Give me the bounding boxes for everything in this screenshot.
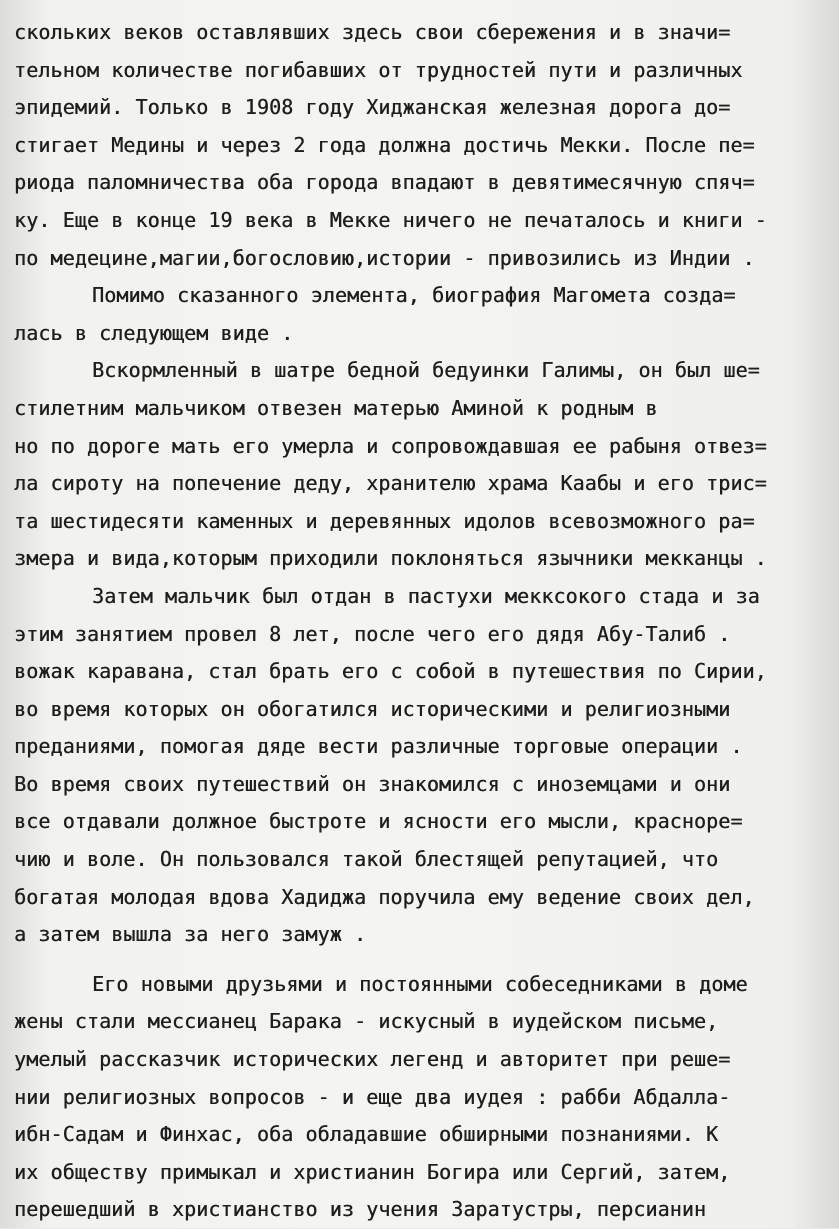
text-line: а затем вышла за него замуж . (14, 922, 367, 947)
paragraph-start-line: Его новыми друзьями и постоянными собеседниками в доме (92, 971, 748, 996)
text-line: по медецине,магии,богословию,истории - привозились из Индии . (14, 245, 755, 270)
text-line: преданиями, помогая дяде вести различные торговые операции . (14, 734, 743, 759)
paragraph-gap (14, 954, 826, 966)
text-line: ибн-Садам и Финхас, оба обладавшие обширными познаниями. К (14, 1122, 719, 1147)
text-line: все отдавали должное быстроте и ясности его мысли, красноре= (14, 809, 743, 834)
text-line: перешедший в христианство из учения Заратустры, персианин (14, 1197, 707, 1222)
text-line: стигает Медины и через 2 года должна достичь Мекки. После пе= (14, 132, 755, 157)
text-line: чию и воле. Он пользовался такой блестящей репутацией, что (14, 847, 719, 872)
text-line: скольких веков оставлявших здесь свои сбережения и в значи= (14, 20, 731, 44)
text-line: эпидемий. Только в 1908 году Хиджанская железная дорога до= (14, 95, 731, 120)
text-line: стилетним мальчиком отвезен матерью Аминой к родным в (14, 395, 658, 420)
paragraph-start-line: Помимо сказанного элемента, биография Магомета созда= (92, 283, 736, 308)
text-line: Во время своих путешествий он знакомился с иноземцами и они (14, 771, 731, 796)
text-line: ла сироту на попечение деду, хранителю храма Каабы и его трис= (14, 471, 767, 496)
text-line: богатая молодая вдова Хадиджа поручила ему ведение своих дел, (14, 884, 755, 909)
text-line: та шестидесяти каменных и деревянных идолов всевозможного ра= (14, 508, 755, 533)
text-line: вожак каравана, стал брать его с собой в путешествия по Сирии, (14, 659, 767, 684)
text-line: тельном количестве погибавших от трудностей пути и различных (14, 57, 743, 82)
text-line: жены стали мессианец Барака - искусный в иудейском письме, (14, 1009, 719, 1034)
paragraph-start-line: Вскормленный в шатре бедной бедуинки Галимы, он был ше= (92, 358, 760, 383)
text-line: змера и вида,которым приходили поклоняться язычники мекканцы . (14, 546, 767, 571)
text-line: но по дороге мать его умерла и сопровождавшая ее рабыня отвез= (14, 433, 767, 458)
text-line: умелый рассказчик исторических легенд и авторитет при реше= (14, 1047, 731, 1072)
typed-text-block (14, 14, 826, 1229)
text-line: лась в следующем виде . (14, 320, 294, 345)
text-line: этим занятием провел 8 лет, после чего его дядя Абу-Талиб . (14, 621, 731, 646)
text-line: риода паломничества оба города впадают в девятимесячную спяч= (14, 170, 755, 195)
text-line: нии религиозных вопросов - и еще два иудея : рабби Абдалла- (14, 1084, 731, 1109)
text-line: ку. Еще в конце 19 века в Мекке ничего не печаталось и книги - (14, 207, 767, 232)
text-line: их обществу примыкал и христианин Богира или Сергий, затем, (14, 1159, 731, 1184)
text-line: во время которых он обогатился историческими и религиозными (14, 696, 731, 721)
paragraph-start-line: Затем мальчик был отдан в пастухи мекксокого стада и за (92, 583, 760, 608)
